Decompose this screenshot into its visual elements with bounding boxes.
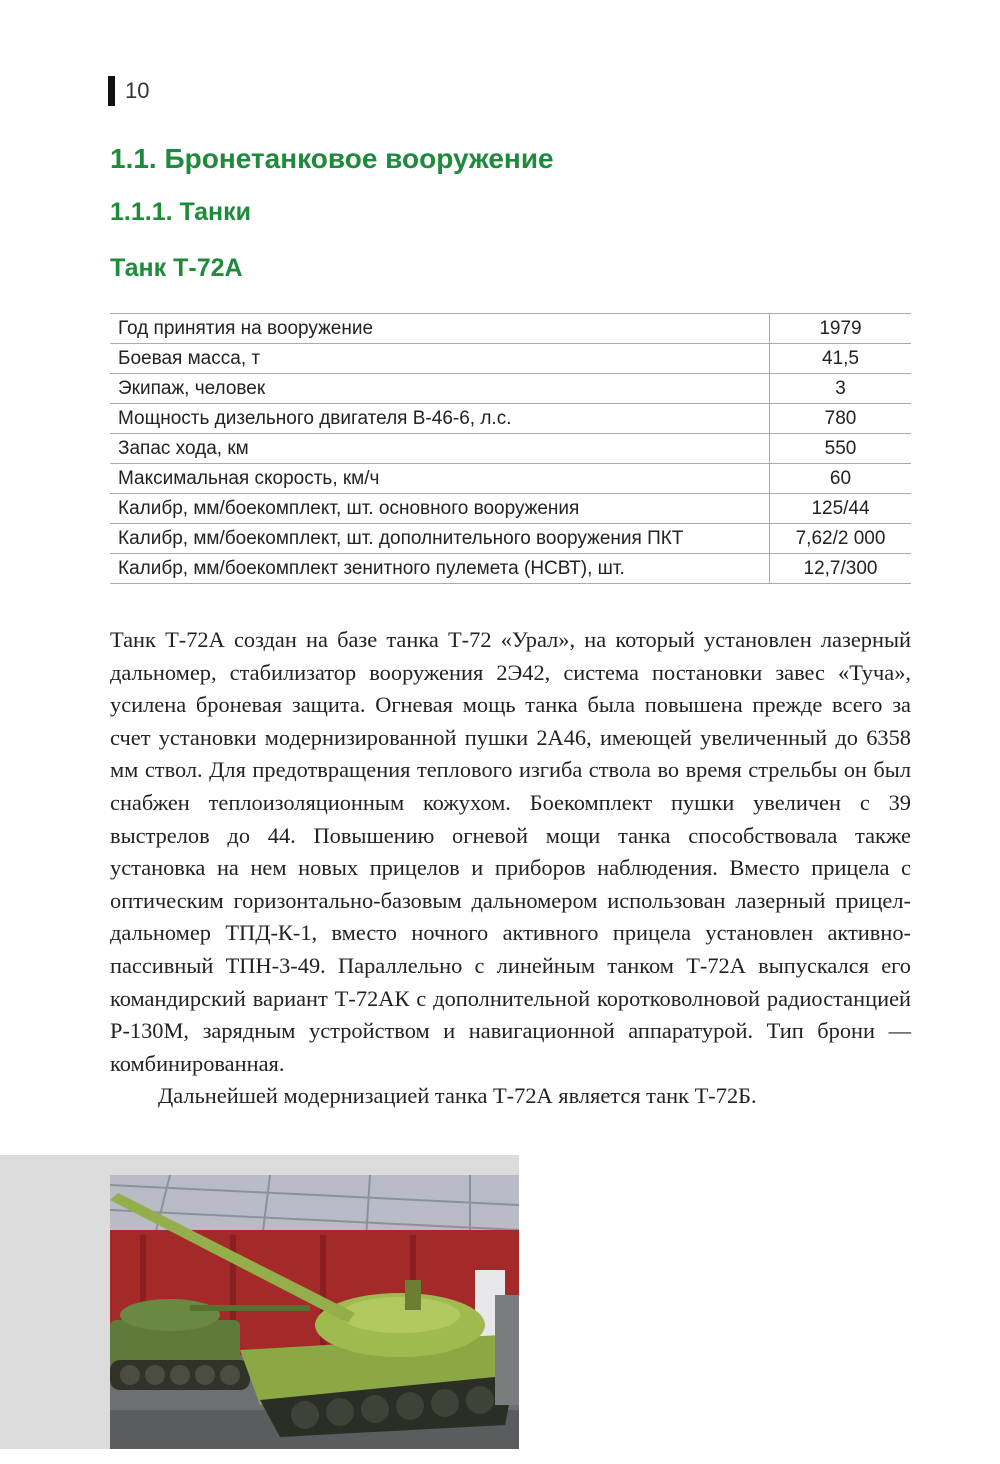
page-number: 10 bbox=[125, 78, 150, 103]
spec-value: 125/44 bbox=[770, 494, 912, 524]
spec-label: Калибр, мм/боекомплект, шт. основного вооружения bbox=[110, 494, 770, 524]
table-row bbox=[110, 494, 911, 524]
spec-label: Боевая масса, т bbox=[110, 344, 770, 374]
spec-label: Запас хода, км bbox=[110, 434, 770, 464]
spec-value: 7,62/2 000 bbox=[770, 524, 912, 554]
page-marker-bar bbox=[108, 76, 115, 106]
item-heading: Танк Т-72А bbox=[110, 254, 243, 282]
spec-label: Мощность дизельного двигателя В-46-6, л.с. bbox=[110, 404, 770, 434]
table-row bbox=[110, 434, 911, 464]
spec-label: Калибр, мм/боекомплект зенитного пулемета (НСВТ), шт. bbox=[110, 554, 770, 584]
spec-value: 60 bbox=[770, 464, 912, 494]
tank-photo bbox=[110, 1175, 519, 1449]
table-row bbox=[110, 374, 911, 404]
spec-value: 1979 bbox=[770, 314, 912, 344]
table-row bbox=[110, 464, 911, 494]
body-paragraph: Танк Т-72А создан на базе танка Т-72 «Урал», на который установлен лазерный дальномер, стабилизатор вооружения 2Э42, система постановки завес «Туча», усилена броневая защита. Огневая мощь танка была повышена прежде всего за счет установки модернизированной пушки 2А46, имеющей увеличенный до 6358 мм ствол. Для предотвращения теплового изгиба ствола во время стрельбы он был снабжен теплоизоляционным кожухом. Боекомплект пушки увеличен с 39 выстрелов до 44. Повышению огневой мощи танка способствовала также установка на нем новых прицелов и приборов наблюдения. Вместо прицела с оптическим горизонтально-базовым дальномером использован лазерный прицел-дальномер ТПД-К-1, вместо ночного активного прицела установлен активно-пассивный ТПН-3-49. Параллельно с линейным танком Т-72А выпускался его командирский вариант Т-72АК с дополнительной коротковолновой радиостанцией Р-130М, зарядным устройством и навигационной аппаратурой. Тип брони — комбинированная. bbox=[110, 627, 911, 1076]
spec-value: 41,5 bbox=[770, 344, 912, 374]
table-row bbox=[110, 344, 911, 374]
body-text bbox=[110, 624, 911, 1113]
spec-value: 780 bbox=[770, 404, 912, 434]
spec-label: Калибр, мм/боекомплект, шт. дополнительного вооружения ПКТ bbox=[110, 524, 770, 554]
table-row bbox=[110, 404, 911, 434]
spec-value: 12,7/300 bbox=[770, 554, 912, 584]
section-heading: 1.1. Бронетанковое вооружение bbox=[110, 143, 554, 174]
table-row bbox=[110, 524, 911, 554]
spec-label: Экипаж, человек bbox=[110, 374, 770, 404]
spec-label: Год принятия на вооружение bbox=[110, 314, 770, 344]
subsection-heading: 1.1.1. Танки bbox=[110, 198, 252, 226]
body-paragraph: Дальнейшей модернизацией танка Т-72А является танк Т-72Б. bbox=[158, 1083, 757, 1109]
spec-label: Максимальная скорость, км/ч bbox=[110, 464, 770, 494]
spec-value: 3 bbox=[770, 374, 912, 404]
table-row bbox=[110, 554, 911, 584]
specs-table bbox=[110, 313, 911, 584]
spec-value: 550 bbox=[770, 434, 912, 464]
table-row bbox=[110, 314, 911, 344]
